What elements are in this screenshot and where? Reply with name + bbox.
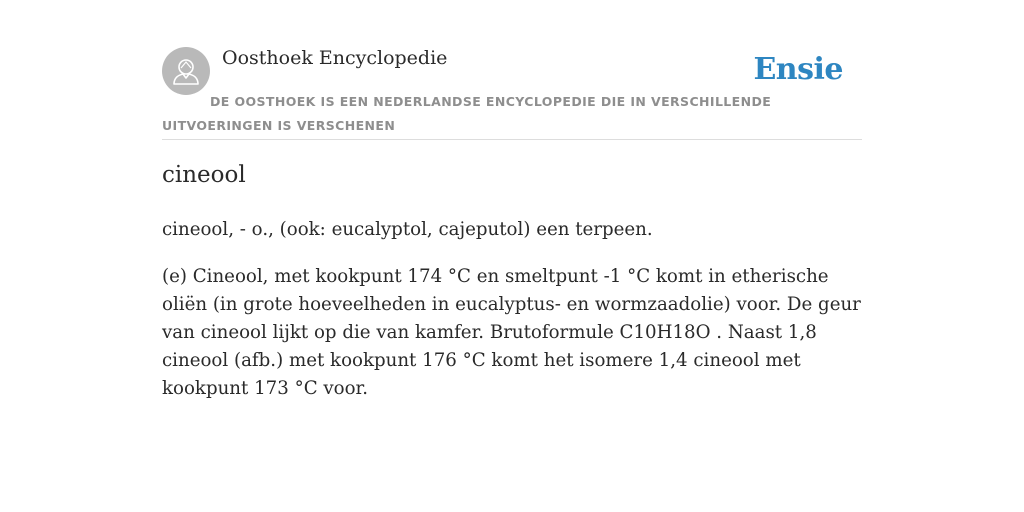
site-header — [162, 46, 862, 140]
page-container — [162, 46, 862, 399]
site-subtitle: DE OOSTHOEK IS EEN NEDERLANDSE ENCYCLOPEDIE DIE IN VERSCHILLENDE UITVOERINGEN IS VERSCHENEN — [162, 94, 772, 133]
user-icon — [162, 47, 210, 95]
entry-title: cineool — [162, 162, 246, 188]
avatar[interactable] — [162, 47, 210, 95]
brand-logo[interactable]: Ensie — [753, 52, 843, 87]
entry-definition: cineool, - o., (ook: eucalyptol, cajeputol) een terpeen. — [162, 219, 653, 240]
entry-description: (e) Cineool, met kookpunt 174 °C en smeltpunt -1 °C komt in etherische oliën (in grote hoeveelheden in eucalyptus- en wormzaadolie) voor. De geur van cineool lijkt op die van kamfer. Brutoformule C10H18O . Naast 1,8 cineool (afb.) met kookpunt 176 °C komt het isomere 1,4 cineool met kookpunt 173 °C voor. — [162, 266, 861, 399]
site-title-link[interactable]: Oosthoek Encyclopedie — [222, 47, 448, 69]
